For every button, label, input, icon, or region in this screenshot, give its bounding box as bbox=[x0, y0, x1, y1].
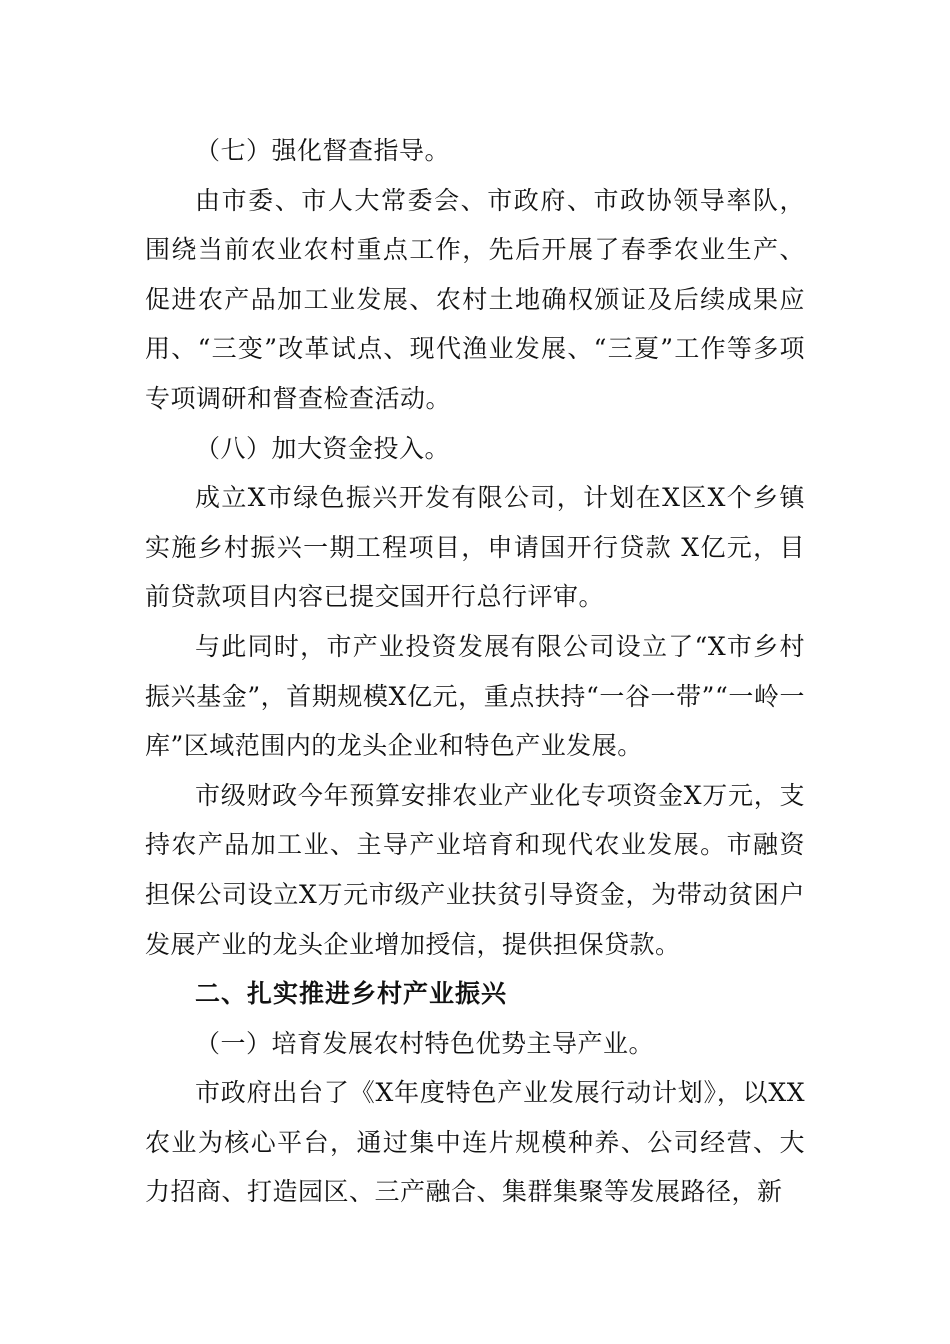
document-body bbox=[145, 126, 805, 1217]
section-8-paragraph-3: 市级财政今年预算安排农业产业化专项资金X万元，支持农产品加工业、主导产业培育和现代农业发展。市融资担保公司设立X万元市级产业扶贫引导资金，为带动贫困户发展产业的龙头企业增加授信，提供担保贷款。 bbox=[145, 780, 805, 959]
section-8-paragraph-2: 与此同时，市产业投资发展有限公司设立了“X市乡村振兴基金”，首期规模X亿元，重点扶持“一谷一带”“一岭一库”区域范围内的龙头企业和特色产业发展。 bbox=[145, 631, 805, 761]
part-2-heading: 二、扎实推进乡村产业振兴 bbox=[195, 979, 508, 1009]
part-2-subheading-1: （一）培育发展农村特色优势主导产业。 bbox=[195, 1028, 655, 1058]
section-heading-7: （七）强化督查指导。 bbox=[195, 136, 451, 165]
section-7-paragraph: 由市委、市人大常委会、市政府、市政协领导率队，围绕当前农业农村重点工作，先后开展了春季农业生产、促进农产品加工业发展、农村土地确权颁证及后续成果应用、“三变”改革试点、现代渔业发展、“三夏”工作等多项专项调研和督查检查活动。 bbox=[145, 185, 805, 413]
section-heading-8: （八）加大资金投入。 bbox=[195, 433, 451, 463]
part-2-subsection-1-paragraph: 市政府出台了《X年度特色产业发展行动计划》，以XX农业为核心平台，通过集中连片规模种养、公司经营、大力招商、打造园区、三产融合、集群集聚等发展路径，新 bbox=[145, 1078, 805, 1207]
section-8-paragraph-1: 成立X市绿色振兴开发有限公司，计划在X区X个乡镇实施乡村振兴一期工程项目，申请国开行贷款 X亿元，目前贷款项目内容已提交国开行总行评审。 bbox=[145, 483, 805, 612]
